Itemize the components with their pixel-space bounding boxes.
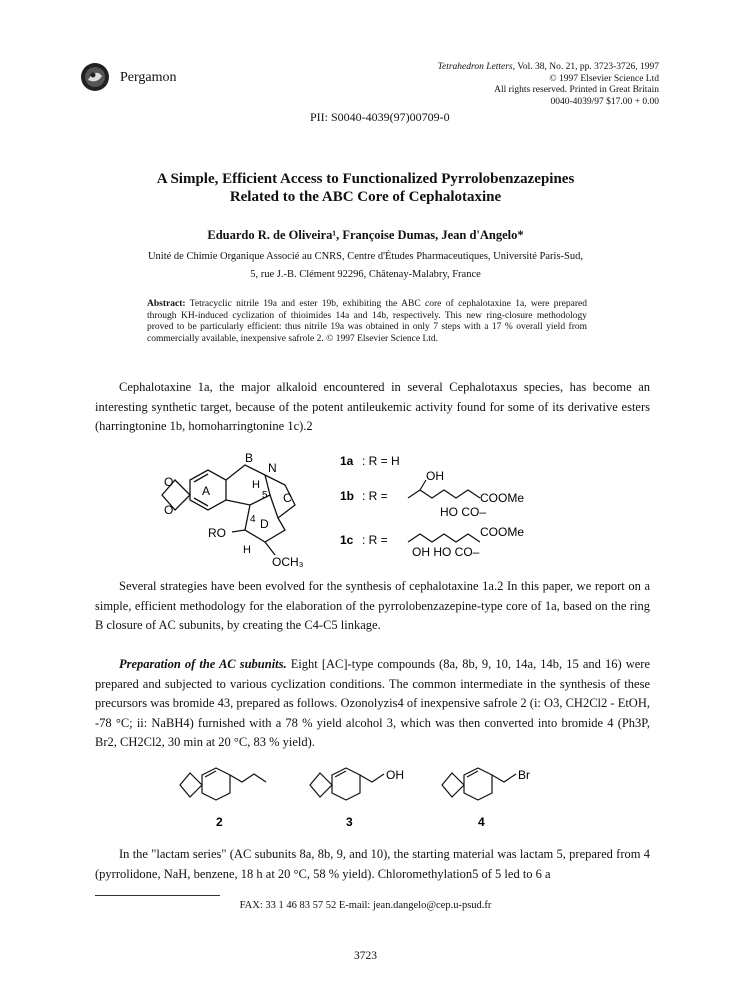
publisher-logo-icon — [80, 62, 110, 92]
paper-title — [0, 170, 731, 206]
compound-4-label: 4 — [478, 815, 485, 829]
paragraph-3 — [95, 655, 650, 753]
r-def-1a-text: : R = H — [362, 454, 400, 468]
copyright: © 1997 Elsevier Science Ltd — [549, 73, 659, 84]
cephalotaxine-structure — [150, 450, 590, 570]
r-def-1c-id: 1c — [340, 533, 354, 547]
affiliation — [0, 248, 731, 284]
abstract — [147, 299, 587, 345]
paragraph-2: Several strategies have been evolved for the synthesis of cephalotaxine 1a.2 In this paper, we report on a simple, efficient methodology for the elaboration of the pyrrolobenzazepine-type core of 1a, based on the ring B closure of AC subunits, by creating the C4-C5 linkage. — [95, 579, 650, 632]
paragraph-3-text: Eight [AC]-type compounds (8a, 8b, 9, 10, 14a, 14b, 15 and 16) were prepared and subjected to various cyclization conditions. The common intermediate in the synthesis of these precursors was bromide 43, prepared as follows. Ozonolyzis4 of inexpensive safrole 2 (i: O3, CH2Cl2 - EtOH, -78 °C; ii: NaBH4) furnished with a 78 % yield alcohol 3, which was then converted into bromide 4 (Ph3P, Br2, CH2Cl2, 30 min at 20 °C, 83 % yield). — [95, 657, 650, 749]
atom-h-2: H — [243, 544, 251, 556]
journal-title: Tetrahedron Letters — [437, 62, 513, 72]
ring-a-label: A — [202, 484, 211, 498]
publisher-name: Pergamon — [120, 70, 177, 85]
compound-structures — [170, 760, 590, 830]
authors: Eduardo R. de Oliveira¹, Françoise Dumas, Jean d'Angelo* — [207, 228, 524, 242]
affiliation-line-2: 5, rue J.-B. Clément 92296, Châtenay-Malabry, France — [250, 269, 481, 280]
ring-c-label: C — [283, 491, 292, 505]
paragraph-4: In the "lactam series" (AC subunits 8a, 8b, 9, and 10), the starting material was lactam 5, prepared from 4 (pyrrolidone, NaH, benzene, 18 h at 20 °C, 58 % yield). Chloromethylation5 of 5 led to 6 a — [95, 847, 650, 881]
r-def-1c-text: : R = — [362, 533, 388, 547]
side-chain-coome-2: COOMe — [480, 525, 525, 539]
r-def-1a-id: 1a — [340, 454, 354, 468]
abstract-label: Abstract: — [147, 299, 186, 309]
affiliation-line-1: Unité de Chimie Organique Associé au CNRS, Centre d'Études Pharmaceutiques, Université Paris-Sud, — [147, 251, 584, 262]
atom-h: H — [252, 479, 260, 491]
side-chain-oh-hoco-2: OH HO CO– — [412, 545, 480, 559]
side-chain-coome-1: COOMe — [480, 491, 525, 505]
atom-o-1: O — [164, 475, 174, 489]
footnote-contact: FAX: 33 1 46 83 57 52 E-mail: jean.dangelo@cep.u-psud.fr — [239, 900, 492, 911]
r-def-1b-id: 1b — [340, 489, 355, 503]
r-def-1b-text: : R = — [362, 489, 388, 503]
atom-och3: OCH₃ — [272, 555, 304, 569]
compound-2-label: 2 — [216, 815, 223, 829]
compound-4-br: Br — [518, 768, 530, 782]
footnote-rule — [95, 895, 220, 896]
abstract-text: Tetracyclic nitrile 19a and ester 19b, exhibiting the ABC core of cephalotaxine 1a, were prepared through KH-induced cyclization of thioimides 14a and 14b, respectively. This new ring-closure methodology proved to be particularly efficient: thus nitrile 19a was obtained in only 7 steps with a 17 % overall yield from commercially available, inexpensive safrole 2. © 1997 Elsevier Science Ltd. — [147, 299, 587, 344]
compound-3-oh: OH — [386, 768, 404, 782]
atom-ro: RO — [208, 526, 226, 540]
page-number: 3723 — [354, 950, 377, 962]
price-code: 0040-4039/97 $17.00 + 0.00 — [550, 96, 659, 107]
atom-o-2: O — [164, 503, 174, 517]
side-chain-oh: OH — [426, 469, 444, 483]
atom-5: 5 — [262, 490, 268, 501]
section-heading: Preparation of the AC subunits. — [119, 657, 287, 671]
journal-info — [399, 62, 659, 108]
side-chain-hoco-1: HO CO– — [440, 505, 487, 519]
atom-4: 4 — [250, 514, 256, 525]
ring-b-label: B — [245, 451, 254, 465]
title-line-1: A Simple, Efficient Access to Functionalized Pyrrolobenzazepines — [156, 171, 575, 187]
compound-3-label: 3 — [346, 815, 353, 829]
pii: PII: S0040-4039(97)00709-0 — [310, 110, 450, 124]
atom-n: N — [268, 461, 277, 475]
paragraph-1: Cephalotaxine 1a, the major alkaloid encountered in several Cephalotaxus species, has become an interesting synthetic target, because of the potent antileukemic activity found for some of its derivative esters (harringtonine 1b, homoharringtonine 1c).2 — [95, 380, 650, 433]
ring-d-label: D — [260, 517, 269, 531]
rights: All rights reserved. Printed in Great Britain — [494, 85, 659, 95]
journal-ref: , Vol. 38, No. 21, pp. 3723-3726, 1997 — [512, 62, 659, 72]
title-line-2: Related to the ABC Core of Cephalotaxine — [229, 189, 502, 205]
